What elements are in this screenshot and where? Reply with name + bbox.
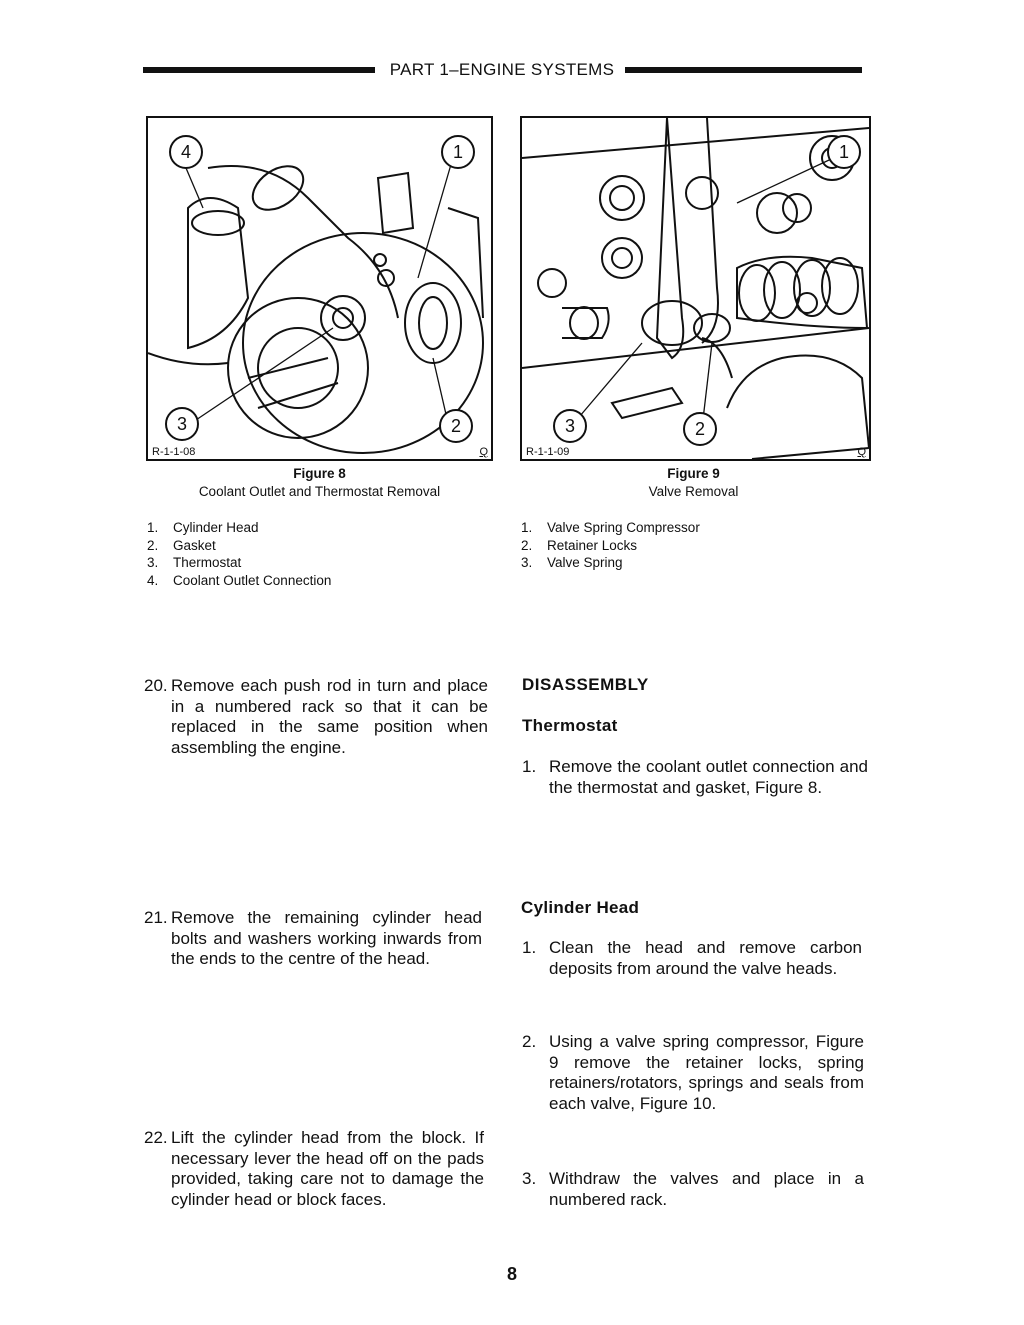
legend-item: 3. Thermostat <box>147 555 242 570</box>
figure-8-mark: Q <box>479 446 488 458</box>
page-number: 8 <box>506 1264 517 1284</box>
header-rule-right <box>625 67 862 73</box>
legend-item: 4. Coolant Outlet Connection <box>147 572 332 588</box>
header-title: PART 1–ENGINE SYSTEMS <box>389 60 615 79</box>
coolant-outlet-drawing <box>148 118 491 459</box>
cylinder-head-step-3: 3. Withdraw the valves and place in a numbered rack. <box>522 1169 864 1209</box>
figure-9-code: R-1-1-09 <box>526 446 570 458</box>
fig8-callout-2: 2 <box>450 416 462 436</box>
figure-9-caption-title: Valve Removal <box>648 484 739 499</box>
figure-9-caption-number: Figure 9 <box>667 466 720 481</box>
figure-8-illustration <box>146 116 493 461</box>
figure-8-caption <box>146 465 493 501</box>
legend-item: 1. Cylinder Head <box>147 520 259 535</box>
fig8-callout-1: 1 <box>452 142 464 162</box>
figure-8-code: R-1-1-08 <box>152 446 196 458</box>
fig8-callout-4: 4 <box>180 142 192 162</box>
figure-9-mark: Q <box>857 446 866 458</box>
thermostat-heading: Thermostat <box>522 716 618 735</box>
cylinder-head-heading: Cylinder Head <box>521 898 640 917</box>
figure-8-caption-title: Coolant Outlet and Thermostat Removal <box>198 484 441 499</box>
fig9-callout-2: 2 <box>694 419 706 439</box>
step-22: 22. Lift the cylinder head from the block. If necessary lever the head off on the pads provided, taking care not to damage the cylinder head or block faces. <box>144 1128 484 1209</box>
figure-9-caption <box>520 465 867 501</box>
legend-item: 2. Gasket <box>147 537 216 553</box>
figure-8-legend <box>147 519 477 589</box>
fig8-callout-3: 3 <box>176 414 188 434</box>
figure-9-legend <box>521 519 851 572</box>
cylinder-head-step-1: 1. Clean the head and remove carbon deposits from around the valve heads. <box>522 938 862 978</box>
thermostat-step-1: 1. Remove the coolant outlet connection and the thermostat and gasket, Figure 8. <box>522 757 868 797</box>
cylinder-head-step-2: 2. Using a valve spring compressor, Figure 9 remove the retainer locks, spring retainers/rotators, springs and seals from each valve, Figure 10. <box>522 1032 864 1113</box>
figure-8-caption-number: Figure 8 <box>293 466 346 481</box>
fig9-callout-3: 3 <box>564 416 576 436</box>
legend-item: 1. Valve Spring Compressor <box>521 520 700 535</box>
figure-9-illustration <box>520 116 871 461</box>
legend-item: 2. Retainer Locks <box>521 537 638 553</box>
page-header <box>143 58 862 82</box>
step-21: 21. Remove the remaining cylinder head bolts and washers working inwards from the ends to the centre of the head. <box>144 908 482 968</box>
header-rule-left <box>143 67 375 73</box>
disassembly-heading: DISASSEMBLY <box>522 675 649 694</box>
legend-item: 3. Valve Spring <box>521 555 623 570</box>
step-20: 20. Remove each push rod in turn and place in a numbered rack so that it can be replaced in the same position when assembling the engine. <box>144 676 488 757</box>
fig9-callout-1: 1 <box>838 142 850 162</box>
valve-removal-drawing <box>522 118 869 459</box>
